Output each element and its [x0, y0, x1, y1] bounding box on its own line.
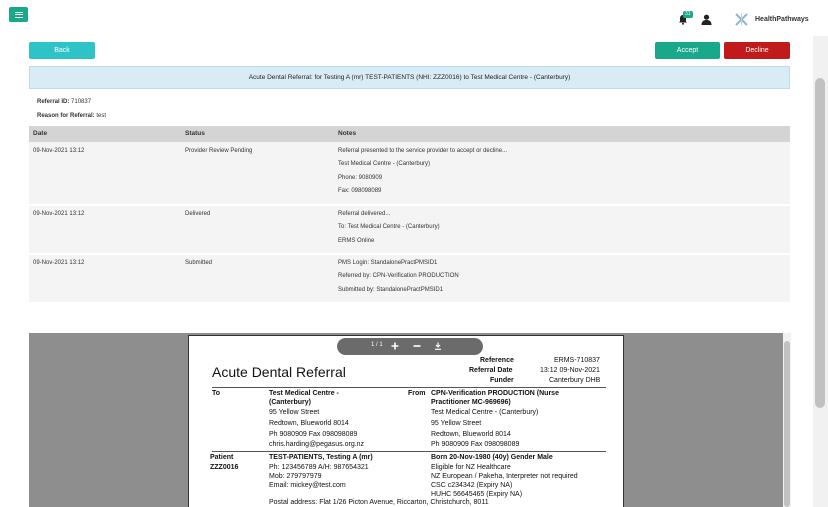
back-button[interactable]: Back	[29, 42, 95, 59]
hamburger-icon[interactable]	[9, 7, 28, 22]
pdf-from-line: Test Medical Centre - (Canterbury)	[431, 409, 539, 416]
row-date: 09-Nov-2021 13:12	[33, 211, 85, 217]
row-note-line: Submitted by: StandalonePractPMSID1	[338, 287, 444, 293]
pdf-to-line: Redtown, Blueworld 8014	[269, 420, 349, 427]
healthpathways-logo-icon	[735, 13, 748, 26]
column-header-date: Date	[33, 130, 48, 137]
row-status: Provider Review Pending	[185, 148, 253, 154]
pdf-to-line: Ph 9080909 Fax 098098089	[269, 431, 358, 438]
row-note-line: ERMS Online	[338, 238, 375, 244]
pdf-patient-nhi: ZZZ0016	[210, 464, 239, 471]
pdf-from-line: Ph 9080909 Fax 098098089	[431, 441, 520, 448]
pdf-date-label: Referral Date	[469, 367, 513, 374]
referral-id-label: Referral ID:	[37, 99, 70, 105]
zoom-in-icon[interactable]	[391, 342, 399, 350]
table-row	[29, 142, 790, 205]
table-row	[29, 255, 790, 303]
page-scrollbar-thumb[interactable]	[815, 78, 825, 408]
pdf-eligibility-line: HUHC 56645465 (Expiry NA)	[431, 491, 523, 498]
pdf-to-line: 95 Yellow Street	[269, 409, 320, 416]
pdf-viewer-scrollbar-thumb[interactable]	[784, 341, 790, 507]
notification-badge: 31	[685, 11, 691, 17]
pdf-born: Born 20-Nov-1980 (40y) Gender Male	[431, 454, 553, 461]
top-bar	[0, 0, 828, 36]
pdf-divider	[212, 387, 606, 388]
referral-reason	[37, 113, 106, 119]
row-note-line: Referred by: CPN-Verification PRODUCTION	[338, 273, 459, 279]
history-table-header	[29, 126, 790, 142]
pdf-eligibility-line: NZ European / Pakeha, Interpreter not required	[431, 473, 578, 480]
pdf-eligibility-line: CSC c234342 (Expiry NA)	[431, 482, 513, 489]
pdf-from-name: CPN-Verification PRODUCTION (Nurse	[431, 390, 559, 397]
row-note-line: PMS Login: StandalonePractPMSID1	[338, 260, 438, 266]
pdf-divider	[212, 451, 606, 452]
pdf-funder-label: Funder	[490, 377, 514, 384]
row-status: Submitted	[185, 260, 213, 266]
pdf-viewer[interactable]	[29, 333, 784, 507]
pdf-patient-line: Email: mickey@test.com	[269, 482, 346, 489]
row-date: 09-Nov-2021 13:12	[33, 148, 85, 154]
referral-id-value: 710837	[71, 99, 92, 105]
pdf-reference-value: ERMS-710837	[554, 357, 600, 364]
pdf-page-indicator: 1 / 1	[371, 342, 383, 348]
pdf-to-line: chris.harding@pegasus.org.nz	[269, 441, 365, 448]
pdf-from-name: Practitioner MC-969696)	[431, 399, 511, 406]
row-status: Delivered	[185, 211, 211, 217]
referral-reason-value: test	[96, 113, 107, 119]
row-note-line: Referral delivered...	[338, 211, 391, 217]
table-row	[29, 206, 790, 254]
row-note-line: Phone: 9080909	[338, 175, 383, 181]
brand-name: HealthPathways	[755, 16, 809, 23]
pdf-from-line: 95 Yellow Street	[431, 420, 482, 427]
row-note-line: Fax: 098098089	[338, 188, 382, 194]
pdf-to-name: (Canterbury)	[269, 399, 312, 406]
user-icon[interactable]	[701, 14, 712, 25]
row-date: 09-Nov-2021 13:12	[33, 260, 85, 266]
pdf-eligibility-line: Eligible for NZ Healthcare	[431, 464, 511, 471]
pdf-patient-label: Patient	[210, 454, 234, 461]
pdf-patient-name: TEST-PATIENTS, Testing A (mr)	[269, 454, 373, 461]
row-note-line: Referral presented to the service provider to accept or decline...	[338, 148, 508, 154]
pdf-postal-address: Postal address: Flat 1/26 Picton Avenue, Riccarton, Christchurch, 8011	[269, 499, 489, 506]
pdf-from-label: From	[408, 390, 426, 397]
pdf-funder-value: Canterbury DHB	[549, 377, 601, 384]
zoom-out-icon[interactable]	[413, 342, 421, 350]
decline-button[interactable]: Decline	[724, 42, 790, 59]
row-note-line: To: Test Medical Centre - (Canterbury)	[338, 224, 440, 230]
pdf-to-label: To	[212, 390, 221, 397]
referral-title-banner: Acute Dental Referral: for Testing A (mr) TEST-PATIENTS (NHI: ZZZ0016) to Test Medical Centre - (Canterbury)	[29, 66, 790, 89]
pdf-date-value: 13:12 09-Nov-2021	[540, 367, 600, 374]
pdf-page	[188, 335, 624, 507]
pdf-to-name: Test Medical Centre -	[269, 390, 339, 397]
pdf-patient-line: Ph: 123456789 A/H: 987654321	[269, 464, 369, 471]
pdf-title: Acute Dental Referral	[212, 364, 346, 380]
download-icon[interactable]	[434, 342, 442, 350]
referral-id	[37, 99, 91, 105]
pdf-toolbar	[337, 338, 483, 355]
accept-button[interactable]: Accept	[655, 42, 720, 59]
column-header-notes: Notes	[338, 130, 357, 137]
pdf-from-line: Redtown, Blueworld 8014	[431, 431, 511, 438]
pdf-reference-label: Reference	[480, 357, 514, 364]
row-note-line: Test Medical Centre - (Canterbury)	[338, 161, 431, 167]
referral-reason-label: Reason for Referral:	[37, 113, 95, 119]
column-header-status: Status	[185, 130, 205, 137]
pdf-patient-line: Mob: 279797979	[269, 473, 322, 480]
